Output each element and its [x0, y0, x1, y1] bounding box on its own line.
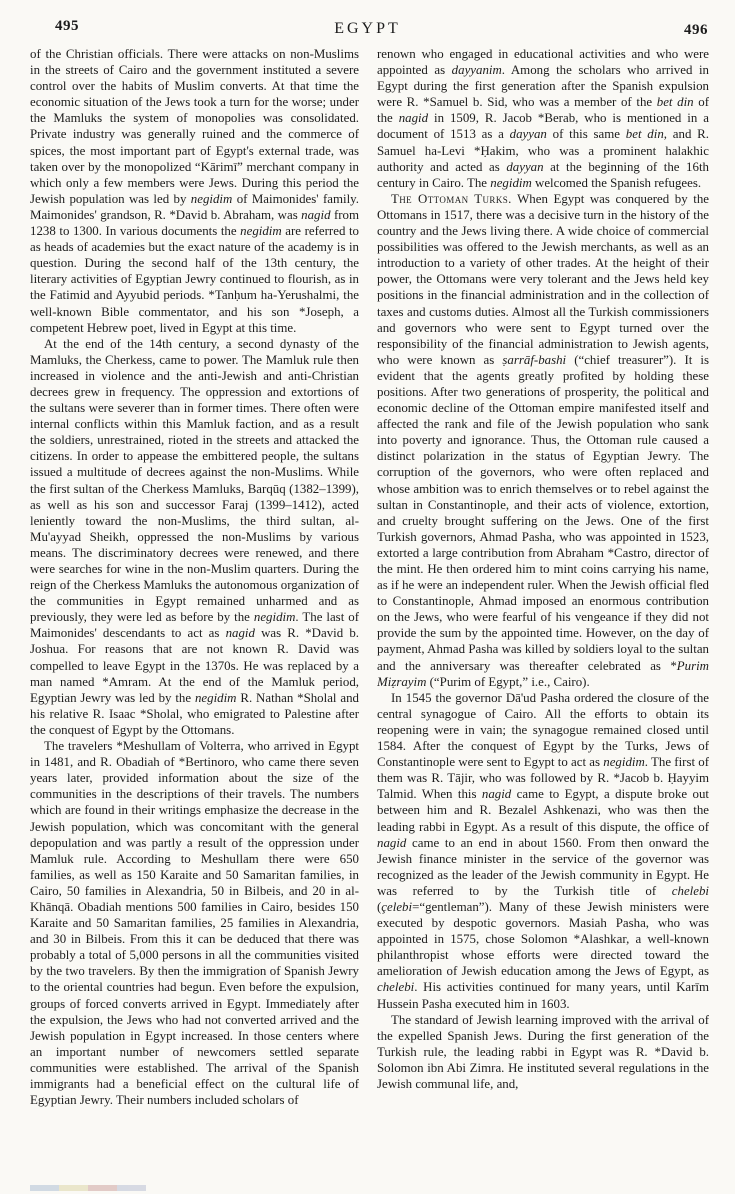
- text-run: dayyan: [506, 159, 544, 174]
- text-run: from 1238 to 1300. In various documents the: [30, 207, 359, 239]
- text-run: negidim: [490, 175, 532, 190]
- color-strip-segment: [88, 1185, 117, 1191]
- text-run: , and R. Samuel ha-Levi *Ḥakim, who was a prominent halakhic authority and acted as: [377, 127, 709, 174]
- text-run: . Among the scholars who arrived in Egypt during the first generation after the Spanish expulsion were R. *Samuel b. Sid, who was a member of the: [377, 63, 709, 110]
- text-run: nagid: [225, 626, 255, 641]
- text-run: When Egypt was conquered by the Ottomans in 1517, there was a decisive turn in the history of the country and the Jews living there. A wide choice of commercial possibilities was offered to the Jewish merchants, as well as an introduction to a variety of other trades. At the height of their power, the Ottomans were very tolerant and the Jews held key positions in the financial administration and in the collection of taxes and customs duties. Almost all the Turkish commissioners and governors who were sent to Egypt turned over the responsibility of the financial administration to Jewish agents, who were known as: [377, 191, 709, 367]
- text-run: negidim: [190, 191, 233, 206]
- text-run: bet din: [656, 95, 694, 110]
- text-run: Purim Miẓrayim: [377, 658, 709, 689]
- text-run: . His activities continued for many years, until Karīm Hussein Pasha executed him in 1603.: [377, 980, 709, 1011]
- text-run: of Maimonides' family. Maimonides' grandson, R. *David b. Abraham, was: [30, 191, 359, 222]
- paragraph: [30, 46, 359, 336]
- text-run: of the: [377, 95, 709, 126]
- text-run: R. Nathan *Sholal and his relative R. Isaac *Sholal, who emigrated to Palestine after the conquest of Egypt by the Ottomans.: [30, 690, 359, 737]
- color-strip-segment: [59, 1185, 88, 1191]
- scan-color-strip: [30, 1185, 146, 1191]
- color-strip-segment: [30, 1185, 59, 1191]
- text-run: renown who engaged in educational activities and who were appointed as: [377, 47, 709, 78]
- text-run: in 1509, R. Jacob *Berab, who is mentioned in a document of 1513 as a: [377, 111, 709, 142]
- text-run: are referred to as heads of academies but the exact nature of the academy is in question. During the second half of the 13th century, the literary activities of Egyptian Jewry continued to flourish, as in the Fatimid and Ayyubid periods. *Tanḥum ha-Yerushalmi, the well-known Bible commentator, and his son *Joseph, a competent Hebrew poet, lived in Egypt at this time.: [30, 224, 359, 335]
- text-run: came to an end in about 1560. From then onward the Jewish finance minister in the service of the governor was recognized as the leader of the Jewish community in Egypt. He was referred to by the Turkish title of: [377, 835, 709, 898]
- text-run: nagid: [377, 835, 407, 850]
- text-run: bet din: [625, 127, 664, 142]
- text-run: The travelers *Meshullam of Volterra, who arrived in Egypt in 1481, and R. Obadiah of *Bertinoro, who came there seven years later, provided information about the size of the communities in the descriptions of their travels. The numbers which are found in their writings emphasize the decrease in the Jewish population, which was concomitant with the general depopulation and was partly a result of the oppression under Mamluk rule. According to Meshullam there were 650 families, as well as 150 Karaite and 50 Samaritan families, in Cairo, 50 families in Alexandria, 50 in Bilbeis, and 20 in al-Khānqā. Obadiah mentions 500 families in Cairo, besides 150 Karaite and 50 Samaritan families, 25 families in Alexandria, and 30 in Bilbeis. From this it can be deduced that there was probably a total of 5,000 persons in all the communities visited by the two travelers. By then the immigration of Spanish Jewry to the oriental countries had begun. Even before the expulsion, groups of forced converts arrived in Egypt. Immediately after the expulsion, the Jews who had not converted arrived and the Jewish population in Egypt increased. In those centers where an important number of newcomers settled separate communities were established. The arrival of the Spanish immigrants had a beneficial effect on the cultural life of Egyptian Jewry. Their numbers included scholars of: [30, 739, 359, 1108]
- page-number-right: 496: [684, 22, 708, 38]
- text-run: welcomed the Spanish refugees.: [531, 175, 702, 190]
- text-run: At the end of the 14th century, a second dynasty of the Mamluks, the Cherkess, came to power. The Mamluk rule then increased in violence and the anti-Jewish and anti-Christian decrees grew in frequency. The oppression and extortions of the sultans were severer than in former times. There often were internal conflicts within this Mamluk faction, and as a result the soldiers, unrestrained, rioted in the streets and attacked the citizens. In order to appease the embittered people, the sultans issued a multitude of decrees against the non-Muslims. While the first sultan of the Cherkess Mamluks, Barqūq (1382–1399), as well as his son and successor Faraj (1399–1412), acted leniently toward the non-Muslims, the third sultan, al-Mu'ayyad Sheikh, oppressed the non-Muslims by various means. The discriminatory decrees were renewed, and there were searches for wine in the non-Muslim quarters. During the reign of the Cherkess Mamluks the autonomous organization of the communities in Egypt remained unharmed and as previously, they were led as before by the: [30, 336, 359, 625]
- running-header: [0, 14, 735, 40]
- text-run: negidim: [194, 690, 237, 705]
- text-run: (“chief treasurer”). It is evident that the agents greatly profited by holding these positions. After two generations of prosperity, the political and economic decline of the Ottoman empire manifested itself and affected the rank and file of the Jewish population who sank into poverty and ignorance. Thus, the Ottoman rule caused a distinct polarization in the status of Egyptian Jewry. The corruption of the governors, who were often replaced and whose ambition was to enrich themselves or to rebel against the sultan in Constantinople, and their acts of violence, extortion, and cruelty brought suffering on the Jews. One of the first Turkish governors, Ahmad Pasha, who was appointed in 1523, extorted a large contribution from Abraham *Castro, director of the mint. He then ordered him to mint coins carrying his name, as if he were an independent ruler. When the Jewish official fled to Constantinople, Ahmad imposed an enormous contribution on the Jews, who were fearful of his vengeance if they did not provide the sum by the appointed time. However, on the day of payment, Ahmad Pasha was killed by soldiers loyal to the sultan and the anniversary was thereafter celebrated as *: [377, 352, 709, 673]
- text-run: of the Christian officials. There were attacks on non-Muslims in the streets of Cairo and the government instituted a severe control over the habits of Muslim converts. At that time the economic situation of the Jews took a turn for the worse; under the Mamluks the system of monopolies was consolidated. Private industry was generally ruined and the commerce of spices, the most important part of Egypt's external trade, was taken over by the monopolized “Kārimī” merchant company in which only a few members were Jews. During this period the Jewish population was led by: [30, 47, 359, 206]
- paragraph: [377, 1012, 709, 1092]
- text-run: negidim: [603, 755, 645, 770]
- text-run: . The first of them was R. Tājir, who was followed by R. *Jacob b. Ḥayyim Talmid. When this: [377, 755, 709, 802]
- text-run: (“Purim of Egypt,” i.e., Cairo).: [426, 674, 590, 689]
- text-run: nagid: [398, 111, 429, 126]
- text-column-right: [377, 46, 709, 1172]
- text-run: nagid: [481, 787, 512, 802]
- text-run: =“gentleman”). Many of these Jewish ministers were executed by despotic governors. Masiah Pasha, who was appointed in 1575, chose Solomon *Alashkar, a well-known philanthropist whose efforts were directed toward the amelioration of Jewish education among the Jews of Egypt, as: [377, 899, 709, 979]
- text-column-left: [30, 46, 359, 1172]
- paragraph: [30, 336, 359, 738]
- text-run: negidim: [253, 610, 296, 625]
- text-run: nagid: [301, 207, 331, 222]
- text-run: at the beginning of the 16th century in Cairo. The: [377, 159, 709, 190]
- text-run: came to Egypt, a dispute broke out between him and R. Bezalel Ashkenazi, who was then the leading rabbi in Egypt. As a result of this dispute, the office of: [377, 787, 709, 834]
- text-run: dayyan: [509, 127, 547, 142]
- text-run: çelebi: [381, 899, 413, 914]
- paragraph: [377, 690, 709, 1012]
- page-number-left: 495: [55, 18, 79, 34]
- text-run: negidim: [240, 224, 282, 239]
- page-title: EGYPT: [334, 20, 401, 37]
- paragraph: [377, 191, 709, 690]
- text-run: dayyanim: [451, 63, 502, 78]
- paragraph: [377, 46, 709, 191]
- text-run: . The last of Maimonides' descendants to act as: [30, 610, 359, 641]
- text-run: (: [377, 899, 382, 914]
- text-run: chelebi: [671, 883, 709, 898]
- text-run: of this same: [546, 127, 626, 142]
- text-run: chelebi: [377, 980, 415, 995]
- text-run: The standard of Jewish learning improved with the arrival of the expelled Spanish Jews. During the first generation of the Turkish rule, the leading rabbi in Egypt was R. *David b. Solomon ibn Abi Zimra. He instituted several regulations in the Jewish communal life, and,: [377, 1012, 709, 1091]
- color-strip-segment: [117, 1185, 146, 1191]
- text-run: In 1545 the governor Dā'ud Pasha ordered the closure of the central synagogue of Cairo. All the efforts to obtain its reopening were in vain; the synagogue remained closed until 1584. After the conquest of Egypt by the Turks, Jews of Constantinople were sent to Egypt to act as: [377, 690, 709, 770]
- text-run: ṣarrāf-bashi: [502, 352, 567, 367]
- text-run: was R. *David b. Joshua. For reasons that are not known R. David was compelled to leave Egypt in the 1370s. He was replaced by a man named *Amram. At the end of the Mamluk period, Egyptian Jewry was led by the: [30, 626, 359, 705]
- section-heading: The Ottoman Turks.: [391, 191, 512, 206]
- paragraph: [30, 738, 359, 1108]
